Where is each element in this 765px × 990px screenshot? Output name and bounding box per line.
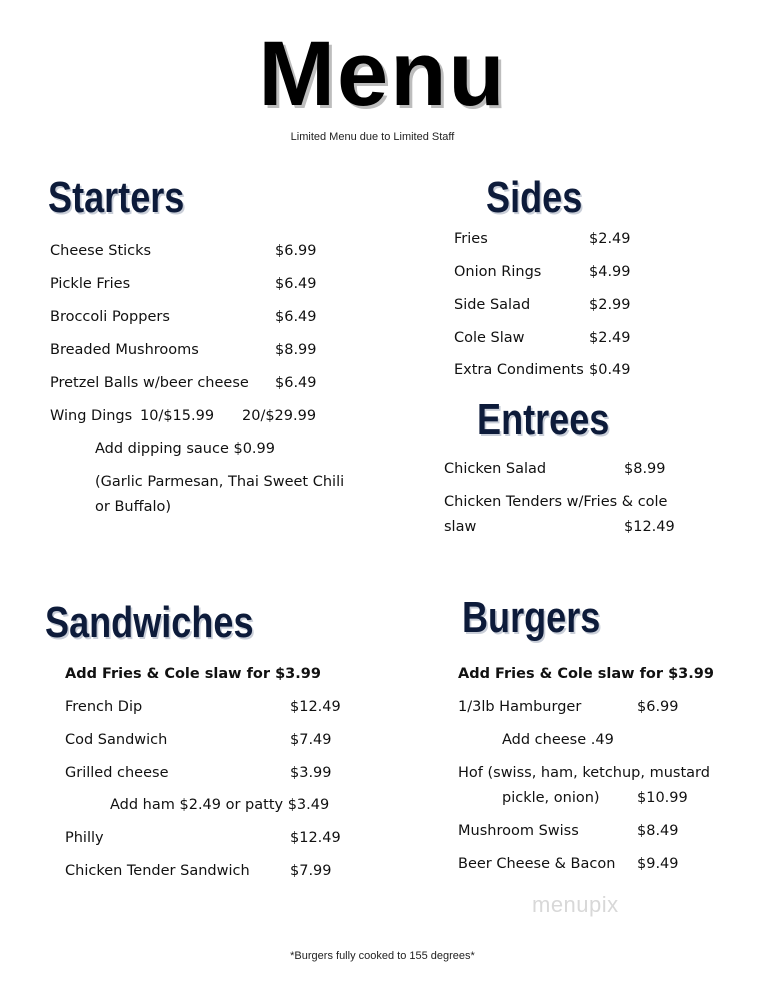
sandwich-addon: Add Fries & Cole slaw for $3.99 xyxy=(65,666,321,682)
sandwich-name: French Dip xyxy=(65,699,143,715)
entree-name: Chicken Tenders w/Fries & cole xyxy=(444,494,668,510)
burger-name: Beer Cheese & Bacon xyxy=(458,856,616,872)
side-name: Side Salad xyxy=(454,297,531,313)
side-price: $2.99 xyxy=(589,297,631,313)
side-price: $4.99 xyxy=(589,264,631,280)
footnote: *Burgers fully cooked to 155 degrees* xyxy=(290,950,475,962)
starter-name: Cheese Sticks xyxy=(50,243,152,259)
sauce-options: or Buffalo) xyxy=(95,499,172,515)
burger-price: $9.49 xyxy=(637,856,679,872)
starter-price-small: 10/$15.99 xyxy=(140,408,215,424)
burger-name: Hof (swiss, ham, ketchup, mustard xyxy=(458,765,710,781)
sandwich-price: $12.49 xyxy=(290,699,341,715)
starter-name: Wing Dings xyxy=(50,408,133,424)
burger-name: Mushroom Swiss xyxy=(458,823,579,839)
grilled-cheese-note: Add ham $2.49 or patty $3.49 xyxy=(110,797,330,813)
sandwich-name: Chicken Tender Sandwich xyxy=(65,863,250,879)
side-price: $2.49 xyxy=(589,330,631,346)
starter-price: $6.49 xyxy=(275,309,317,325)
starter-name: Broccoli Poppers xyxy=(50,309,170,325)
burger-price: $8.49 xyxy=(637,823,679,839)
sandwich-price: $7.99 xyxy=(290,863,332,879)
sandwich-price: $3.99 xyxy=(290,765,332,781)
burgers-heading: Burgers xyxy=(462,593,601,642)
page-subtitle: Limited Menu due to Limited Staff xyxy=(290,131,455,143)
hamburger-note: Add cheese .49 xyxy=(502,732,614,748)
starter-name: Pretzel Balls w/beer cheese xyxy=(50,375,249,391)
burger-name: pickle, onion) xyxy=(502,790,600,806)
entree-price: $8.99 xyxy=(624,461,666,477)
side-price: $0.49 xyxy=(589,362,631,378)
starter-name: Pickle Fries xyxy=(50,276,131,292)
starter-name: Breaded Mushrooms xyxy=(50,342,199,358)
burger-price: $10.99 xyxy=(637,790,688,806)
side-price: $2.49 xyxy=(589,231,631,247)
burger-name: 1/3lb Hamburger xyxy=(458,699,582,715)
watermark: menupix xyxy=(532,892,619,917)
sandwich-name: Grilled cheese xyxy=(65,765,169,781)
burger-price: $6.99 xyxy=(637,699,679,715)
starter-price: $6.49 xyxy=(275,375,317,391)
side-name: Fries xyxy=(454,231,488,247)
sandwiches-heading: Sandwiches xyxy=(45,598,254,647)
entrees-heading: Entrees xyxy=(477,395,610,444)
sandwich-name: Philly xyxy=(65,830,104,846)
sauce-options: (Garlic Parmesan, Thai Sweet Chili xyxy=(95,474,345,490)
burger-addon: Add Fries & Cole slaw for $3.99 xyxy=(458,666,714,682)
entree-name: slaw xyxy=(444,519,477,535)
entree-name: Chicken Salad xyxy=(444,461,547,477)
side-name: Extra Condiments xyxy=(454,362,584,378)
side-name: Onion Rings xyxy=(454,264,542,280)
starter-price: $6.49 xyxy=(275,276,317,292)
sides-heading: Sides xyxy=(486,173,583,222)
starter-price: $6.99 xyxy=(275,243,317,259)
side-name: Cole Slaw xyxy=(454,330,525,346)
sandwich-price: $7.49 xyxy=(290,732,332,748)
sandwich-price: $12.49 xyxy=(290,830,341,846)
starter-price: $8.99 xyxy=(275,342,317,358)
sauce-note: Add dipping sauce $0.99 xyxy=(95,441,275,457)
starters-heading: Starters xyxy=(48,173,185,222)
entree-price: $12.49 xyxy=(624,519,675,535)
starter-price-large: 20/$29.99 xyxy=(242,408,317,424)
sandwich-name: Cod Sandwich xyxy=(65,732,168,748)
page-title: Menu xyxy=(258,23,507,125)
